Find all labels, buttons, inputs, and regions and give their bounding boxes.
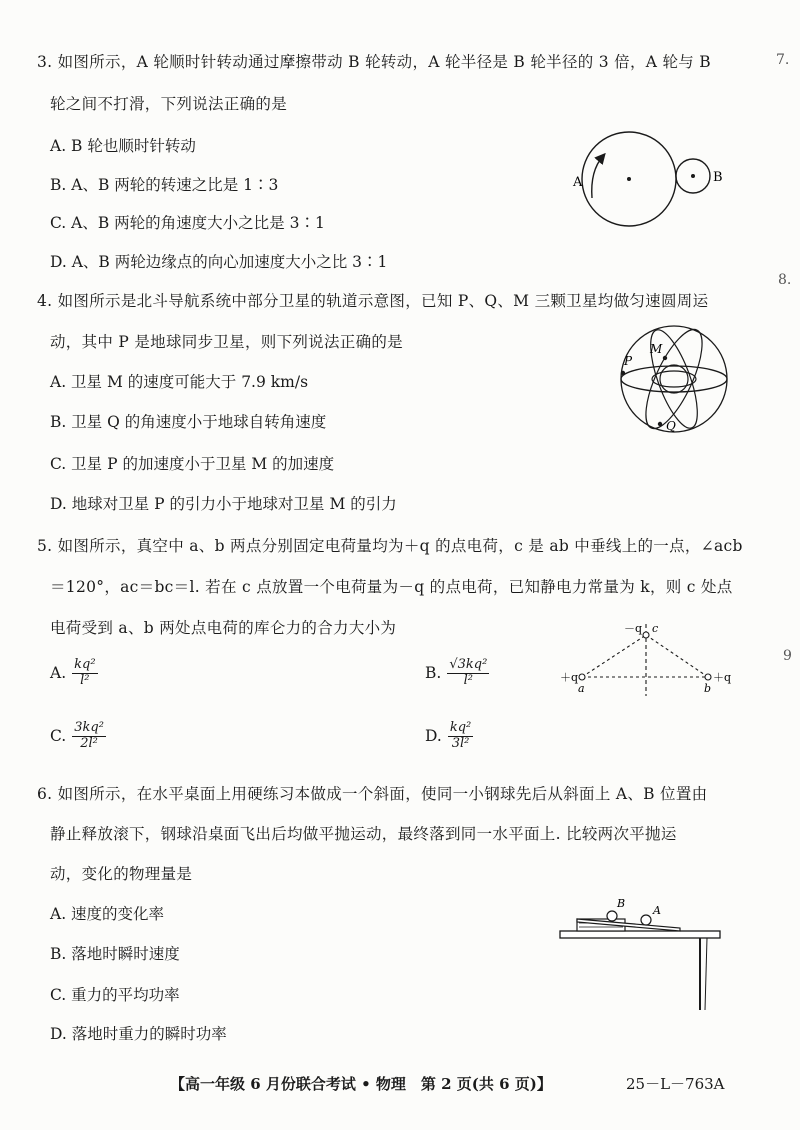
position-b-label: B	[617, 897, 626, 910]
q5-option-a-label: A.	[50, 664, 67, 683]
q5-option-c-denominator: 2l²	[80, 735, 98, 751]
q6-option-b: B. 落地时瞬时速度	[50, 945, 180, 963]
q6-option-d: D. 落地时重力的瞬时功率	[50, 1025, 227, 1043]
q3-option-a: A. B 轮也顺时针转动	[50, 137, 196, 155]
page-footer-title: 【高一年级 6 月份联合考试 • 物理 第 2 页(共 6 页)】	[170, 1075, 552, 1093]
q3-option-c: C. A、B 两轮的角速度大小之比是 3∶1	[50, 214, 325, 232]
ball-a	[641, 915, 651, 925]
q5-option-a-fraction	[72, 658, 97, 689]
q4-option-a: A. 卫星 M 的速度可能大于 7.9 km/s	[50, 373, 309, 391]
point-a-label: a	[578, 682, 585, 695]
wheel-b-center	[691, 174, 695, 178]
q4-option-d: D. 地球对卫星 P 的引力小于地球对卫星 M 的引力	[50, 495, 397, 513]
q6-option-c: C. 重力的平均功率	[50, 986, 180, 1004]
outer-orbit	[621, 326, 727, 432]
inclined-orbit-2	[641, 325, 707, 434]
q5-option-a	[50, 658, 98, 689]
earth	[660, 365, 688, 393]
paper-code: 25－L－763A	[626, 1075, 725, 1093]
q3-stem-line-2: 轮之间不打滑，下列说法正确的是	[50, 95, 288, 113]
q5-option-b-denominator: l²	[463, 672, 473, 688]
q6-table-figure	[555, 895, 740, 1020]
margin-number-9: 9	[783, 648, 792, 664]
q4-option-b: B. 卫星 Q 的角速度小于地球自转角速度	[50, 413, 327, 431]
q5-option-c-label: C.	[50, 727, 67, 746]
rotation-arrow-icon	[592, 156, 603, 198]
table-leg-edge	[705, 938, 707, 1010]
margin-number-7: 7.	[776, 52, 790, 68]
q5-option-a-denominator: l²	[80, 672, 90, 688]
charge-b-value-label: ＋q	[713, 671, 732, 684]
q3-option-d: D. A、B 两轮边缘点的向心加速度大小之比 3∶1	[50, 253, 388, 271]
table-top	[560, 931, 720, 938]
q3-option-b: B. A、B 两轮的转速之比是 1∶3	[50, 176, 279, 194]
q5-option-b-label: B.	[425, 664, 442, 683]
point-c-label: c	[652, 622, 659, 635]
q5-option-d	[425, 721, 473, 752]
wheel-a-center	[627, 177, 631, 181]
q3-wheels-figure	[565, 126, 745, 236]
q4-orbit-figure	[610, 323, 740, 443]
wheel-b-label: B	[713, 170, 723, 185]
satellite-p-label: P	[624, 354, 633, 368]
q5-option-c-numerator: 3kq²	[74, 720, 104, 735]
q5-option-b-fraction	[447, 658, 489, 689]
satellite-m-label: M	[650, 342, 663, 356]
line-bc	[646, 635, 708, 677]
q6-stem-line-2: 静止释放滚下，钢球沿桌面飞出后均做平抛运动，最终落到同一水平面上. 比较两次平抛运	[50, 825, 677, 843]
charge-a-value-label: ＋q	[560, 671, 579, 684]
line-ac	[582, 635, 646, 677]
charge-b	[705, 674, 711, 680]
satellite-q-label: Q	[666, 419, 676, 433]
charge-c-value-label: －q	[624, 622, 643, 635]
q5-option-d-label: D.	[425, 727, 442, 746]
point-b-label: b	[704, 682, 712, 695]
q5-stem-line-1: 5. 如图所示，真空中 a、b 两点分别固定电荷量均为＋q 的点电荷，c 是 ab 中垂线上的一点，∠acb	[37, 537, 743, 555]
q5-stem-line-2: ＝120°，ac＝bc＝l. 若在 c 点放置一个电荷量为－q 的点电荷，已知静电力常量为 k，则 c 处点	[50, 578, 733, 596]
ball-b	[607, 911, 617, 921]
q5-option-a-numerator: kq²	[74, 657, 96, 672]
q5-option-b-numerator: √3kq²	[449, 657, 488, 672]
q5-charges-figure	[560, 620, 740, 715]
q4-stem-line-2: 动，其中 P 是地球同步卫星，则下列说法正确的是	[50, 333, 403, 351]
charge-a	[579, 674, 585, 680]
q4-option-c: C. 卫星 P 的加速度小于卫星 M 的加速度	[50, 455, 335, 473]
q4-stem-line-1: 4. 如图所示是北斗导航系统中部分卫星的轨道示意图，已知 P、Q、M 三颗卫星均做匀速圆周运	[37, 292, 709, 310]
q5-stem-line-3: 电荷受到 a、b 两处点电荷的库仑力的合力大小为	[50, 619, 397, 637]
q5-option-d-numerator: kq²	[449, 720, 472, 735]
equatorial-orbit	[621, 366, 727, 392]
q5-option-c	[50, 721, 106, 752]
q5-option-c-fraction	[72, 721, 106, 752]
satellite-p	[621, 371, 625, 375]
q5-option-d-fraction	[448, 721, 473, 752]
q5-option-d-denominator: 3l²	[451, 735, 470, 751]
q5-option-b	[425, 658, 489, 689]
q6-stem-line-1: 6. 如图所示，在水平桌面上用硬练习本做成一个斜面，使同一小钢球先后从斜面上 A、B 位置由	[37, 785, 708, 803]
q6-stem-line-3: 动，变化的物理量是	[50, 865, 193, 883]
charge-c	[643, 632, 649, 638]
satellite-q	[658, 422, 662, 426]
position-a-label: A	[653, 904, 661, 917]
margin-number-8: 8.	[778, 272, 792, 288]
wheel-a-label: A	[573, 175, 583, 190]
q6-option-a: A. 速度的变化率	[50, 905, 165, 923]
satellite-m	[663, 356, 667, 360]
q3-stem-line-1: 3. 如图所示，A 轮顺时针转动通过摩擦带动 B 轮转动，A 轮半径是 B 轮半径的 3 倍，A 轮与 B	[37, 53, 712, 71]
